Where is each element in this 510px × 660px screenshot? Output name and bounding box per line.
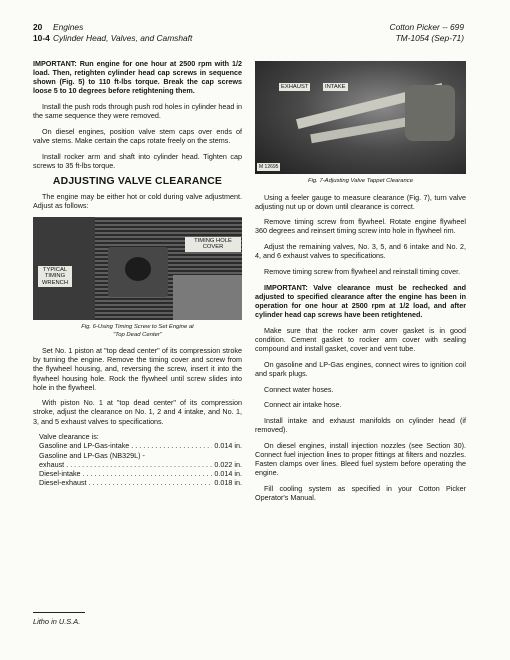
paragraph: Fill cooling system as specified in your Cotton Picker Operator's Manual. [255,483,466,502]
timing-wrench-label: TYPICAL TIMING WRENCH [38,266,72,287]
figure-7-caption: Fig. 7-Adjusting Valve Tappet Clearance [307,178,413,184]
paragraph: Make sure that the rocker arm cover gasket is in good condition. Cement gasket to rocker arm cover with sealing compound and install gasket, cover and vent tube. [255,325,466,354]
paragraph: Connect water hoses. [264,384,334,394]
photo-code-label: M 12695 [259,163,279,170]
paragraph: On diesel engines, position valve stem caps over ends of valve stems. Make certain the caps rotate freely on the stems. [33,126,242,146]
paragraph: Remove timing screw from flywheel. Rotate engine flywheel 360 degrees and reinsert timing screw into hole in flywheel rim. [255,217,466,236]
exhaust-label: EXHAUST [281,84,309,90]
manual-code: TM-1054 [395,33,430,43]
right-column [255,59,466,509]
timing-hole-cover-label: TIMING HOLE COVER [185,237,241,252]
figure-7-photo [255,61,466,174]
important-note-recheck: IMPORTANT: Valve clearance must be rechecked and adjusted to specified clearance after the engine has been in operation for one hour at 2500 rpm at 1/2 load, and after cylinder head cap screws have been retightened. [255,282,466,320]
important-note-torque: IMPORTANT: Run engine for one hour at 2500 rpm with 1/2 load. Then, retighten cylinder head cap screws in sequence shown (Fig. 5) to 110 ft-lbs torque. Break the cap screws loose 5 to 10 degrees before retightening them. [33,59,242,96]
paragraph: On diesel engines, install injection nozzles (see Section 30). Connect fuel injection lines to proper fittings at filters and nozzles. Fasten clamps over lines. Bleed fuel system before operating the engine. [255,440,466,478]
paragraph: Connect air intake hose. [264,400,342,410]
paragraph: Adjust the remaining valves, No. 3, 5, and 6 intake and No. 2, 4, and 6 exhaust valves to specifications. [255,242,466,261]
valve-row: Diesel-intake . . . 0.014 in. [39,469,242,478]
product-name: Cotton Picker -- 699 [389,22,464,32]
paragraph: Install rocker arm and shaft into cylinder head. Tighten cap screws to 35 ft-lbs torque. [33,151,242,170]
valve-row: Gasoline and LP-Gas-intake . . . 0.014 in. [39,441,242,450]
valve-clearance-intro: Valve clearance is: [39,432,99,442]
figure-6-photo [33,217,242,320]
paragraph: With piston No. 1 at "top dead center" of its compression stroke, adjust the clearance on No. 1, 2 and 4 intake, and No. 1, 3, and 5 exhaust valves to specifications. [33,398,242,426]
manual-date: (Sep-71) [431,33,464,43]
paragraph: Using a feeler gauge to measure clearance (Fig. 7), turn valve adjusting nut up or down until clearance is correct. [255,192,466,211]
page-number: 20 [33,22,43,32]
footer-rule [33,612,85,613]
valve-row: exhaust . . . 0.022 in. [39,460,242,469]
section-code: 10-4 [33,33,50,43]
left-column [33,59,242,487]
section-heading: ADJUSTING VALVE CLEARANCE [52,176,223,188]
valve-row: Diesel-exhaust . . . 0.018 in. [39,478,242,487]
page-header-left [33,22,192,44]
paragraph: Install intake and exhaust manifolds on cylinder head (if removed). [255,415,466,434]
page-header-right [390,22,464,44]
paragraph: Remove timing screw from flywheel and reinstall timing cover. [264,266,461,276]
footer-litho: Litho in U.S.A. [33,617,81,626]
paragraph: Install the push rods through push rod holes in cylinder head in the same sequence they were removed. [33,102,242,121]
subsection-title: Cylinder Head, Valves, and Camshaft [53,33,193,43]
intake-label: INTAKE [325,84,346,90]
section-title: Engines [53,22,84,32]
paragraph: On gasoline and LP-Gas engines, connect wires to ignition coil and spark plugs. [255,359,466,378]
figure-6-caption: Fig. 6-Using Timing Screw to Set Engine at "Top Dead Center" [81,324,194,338]
paragraph: The engine may be either hot or cold during valve adjustment. Adjust as follows: [33,192,242,211]
valve-row: Gasoline and LP-Gas (NB329L) - [39,450,145,460]
paragraph: Set No. 1 piston at "top dead center" of its compression stroke by turning the engine. Remove the timing cover and screw from the flywheel housing, and, reversing the screw, insert it into the flywheel housing hole. Rock the flywheel until screw slides into hole in the flywheel. [33,346,242,392]
